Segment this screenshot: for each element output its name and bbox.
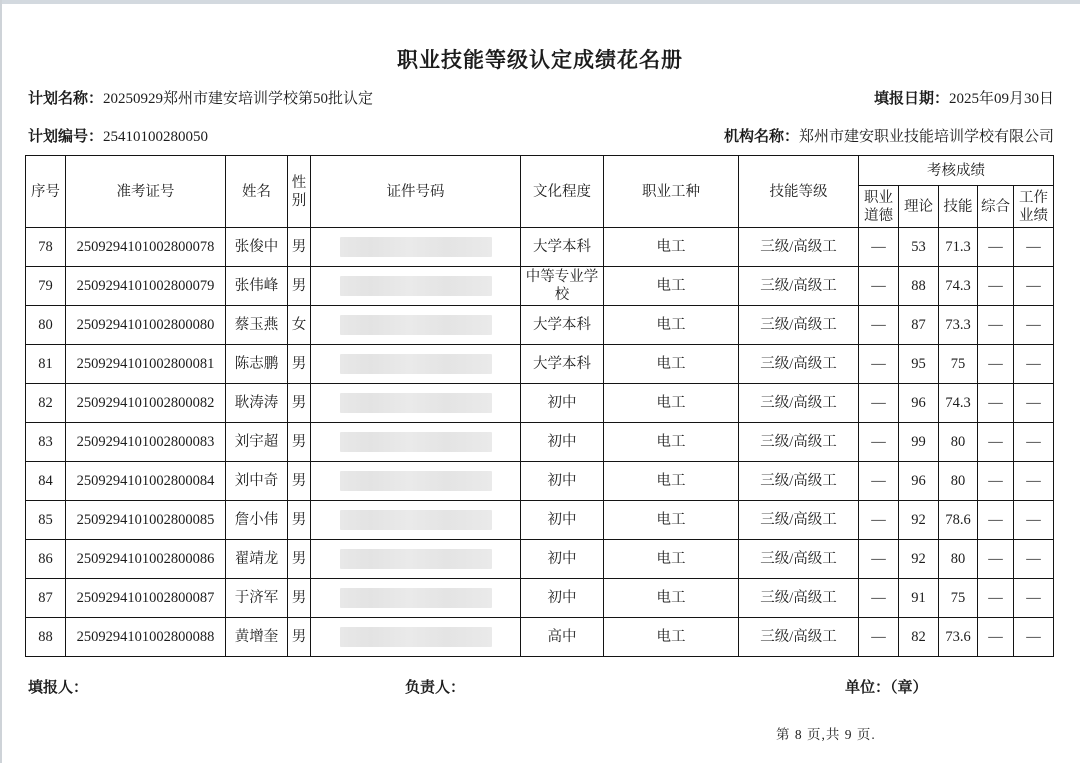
cell-occupation: 电工 xyxy=(604,267,739,306)
cell-work: — xyxy=(1014,462,1054,501)
table-row xyxy=(26,228,1054,267)
cell-work: — xyxy=(1014,579,1054,618)
filler-label: 填报人： xyxy=(28,680,89,696)
cell-gender: 男 xyxy=(288,579,311,618)
header-score-skill: 技能 xyxy=(939,186,978,228)
cell-seq: 87 xyxy=(26,579,66,618)
header-occupation: 职业工种 xyxy=(604,156,739,228)
cell-education: 初中 xyxy=(521,579,604,618)
cell-work: — xyxy=(1014,618,1054,657)
cell-skill: 71.3 xyxy=(939,228,978,267)
cell-morality: — xyxy=(859,345,899,384)
cell-gender: 男 xyxy=(288,423,311,462)
cell-education: 高中 xyxy=(521,618,604,657)
cell-id xyxy=(311,267,521,306)
cell-seq: 82 xyxy=(26,384,66,423)
cell-work: — xyxy=(1014,267,1054,306)
plan-name-label: 计划名称： xyxy=(28,91,104,107)
score-roster-table xyxy=(25,155,1054,657)
cell-ticket: 2509294101002800087 xyxy=(66,579,226,618)
cell-occupation: 电工 xyxy=(604,462,739,501)
cell-level: 三级/高级工 xyxy=(739,423,859,462)
cell-id xyxy=(311,501,521,540)
cell-seq: 79 xyxy=(26,267,66,306)
table-header xyxy=(26,156,1054,228)
cell-comprehensive: — xyxy=(978,423,1014,462)
cell-comprehensive: — xyxy=(978,267,1014,306)
cell-education: 初中 xyxy=(521,501,604,540)
cell-occupation: 电工 xyxy=(604,540,739,579)
cell-education: 初中 xyxy=(521,462,604,501)
cell-level: 三级/高级工 xyxy=(739,228,859,267)
cell-work: — xyxy=(1014,540,1054,579)
cell-seq: 86 xyxy=(26,540,66,579)
cell-theory: 91 xyxy=(899,579,939,618)
cell-theory: 96 xyxy=(899,462,939,501)
cell-education: 中等专业学校 xyxy=(521,267,604,306)
redacted-id-number xyxy=(340,510,492,530)
cell-theory: 99 xyxy=(899,423,939,462)
cell-occupation: 电工 xyxy=(604,501,739,540)
cell-ticket: 2509294101002800084 xyxy=(66,462,226,501)
org-name-label: 机构名称： xyxy=(723,129,799,145)
redacted-id-number xyxy=(340,588,492,608)
cell-morality: — xyxy=(859,579,899,618)
cell-morality: — xyxy=(859,228,899,267)
cell-level: 三级/高级工 xyxy=(739,618,859,657)
cell-comprehensive: — xyxy=(978,540,1014,579)
header-name: 姓名 xyxy=(226,156,288,228)
table-row xyxy=(26,267,1054,306)
cell-morality: — xyxy=(859,384,899,423)
header-gender: 性别 xyxy=(288,156,311,228)
cell-level: 三级/高级工 xyxy=(739,267,859,306)
cell-id xyxy=(311,540,521,579)
cell-id xyxy=(311,306,521,345)
cell-gender: 男 xyxy=(288,384,311,423)
cell-education: 初中 xyxy=(521,384,604,423)
cell-morality: — xyxy=(859,618,899,657)
cell-name: 刘中奇 xyxy=(226,462,288,501)
cell-name: 詹小伟 xyxy=(226,501,288,540)
cell-id xyxy=(311,384,521,423)
cell-gender: 男 xyxy=(288,228,311,267)
table-row xyxy=(26,618,1054,657)
cell-education: 大学本科 xyxy=(521,228,604,267)
cell-name: 蔡玉燕 xyxy=(226,306,288,345)
cell-level: 三级/高级工 xyxy=(739,579,859,618)
cell-skill: 74.3 xyxy=(939,384,978,423)
redacted-id-number xyxy=(340,471,492,491)
header-score-theory: 理论 xyxy=(899,186,939,228)
cell-ticket: 2509294101002800081 xyxy=(66,345,226,384)
cell-education: 大学本科 xyxy=(521,306,604,345)
manager-label: 负责人： xyxy=(405,680,466,696)
cell-name: 于济军 xyxy=(226,579,288,618)
table-row xyxy=(26,579,1054,618)
cell-work: — xyxy=(1014,501,1054,540)
cell-id xyxy=(311,462,521,501)
cell-occupation: 电工 xyxy=(604,618,739,657)
plan-code-line xyxy=(28,125,208,146)
table-row xyxy=(26,423,1054,462)
header-education: 文化程度 xyxy=(521,156,604,228)
cell-theory: 82 xyxy=(899,618,939,657)
org-name-value: 郑州市建安职业技能培训学校有限公司 xyxy=(798,129,1054,145)
cell-level: 三级/高级工 xyxy=(739,345,859,384)
cell-ticket: 2509294101002800088 xyxy=(66,618,226,657)
redacted-id-number xyxy=(340,549,492,569)
cell-gender: 男 xyxy=(288,462,311,501)
viewer-left-edge xyxy=(0,0,2,763)
cell-morality: — xyxy=(859,423,899,462)
cell-id xyxy=(311,618,521,657)
cell-level: 三级/高级工 xyxy=(739,306,859,345)
cell-occupation: 电工 xyxy=(604,384,739,423)
cell-education: 初中 xyxy=(521,540,604,579)
cell-morality: — xyxy=(859,501,899,540)
redacted-id-number xyxy=(340,315,492,335)
cell-level: 三级/高级工 xyxy=(739,501,859,540)
header-score-work: 工作业绩 xyxy=(1014,186,1054,228)
org-name-line xyxy=(724,125,1054,146)
cell-gender: 男 xyxy=(288,501,311,540)
cell-name: 陈志鹏 xyxy=(226,345,288,384)
cell-ticket: 2509294101002800082 xyxy=(66,384,226,423)
cell-skill: 74.3 xyxy=(939,267,978,306)
cell-seq: 88 xyxy=(26,618,66,657)
report-date-value: 2025年09月30日 xyxy=(948,91,1054,107)
cell-gender: 男 xyxy=(288,540,311,579)
cell-id xyxy=(311,345,521,384)
cell-name: 黄增奎 xyxy=(226,618,288,657)
cell-comprehensive: — xyxy=(978,384,1014,423)
header-seq: 序号 xyxy=(26,156,66,228)
table-body xyxy=(26,228,1054,657)
header-score-comprehensive: 综合 xyxy=(978,186,1014,228)
page-number-info: 第 8 页,共 9 页. xyxy=(776,727,876,742)
cell-work: — xyxy=(1014,384,1054,423)
cell-comprehensive: — xyxy=(978,579,1014,618)
cell-skill: 75 xyxy=(939,345,978,384)
cell-seq: 84 xyxy=(26,462,66,501)
table-row xyxy=(26,462,1054,501)
cell-id xyxy=(311,228,521,267)
cell-seq: 78 xyxy=(26,228,66,267)
cell-ticket: 2509294101002800083 xyxy=(66,423,226,462)
cell-work: — xyxy=(1014,345,1054,384)
cell-skill: 80 xyxy=(939,540,978,579)
cell-seq: 81 xyxy=(26,345,66,384)
unit-seal-label: 单位：（章） xyxy=(845,680,928,696)
cell-occupation: 电工 xyxy=(604,579,739,618)
cell-name: 耿涛涛 xyxy=(226,384,288,423)
cell-comprehensive: — xyxy=(978,501,1014,540)
cell-comprehensive: — xyxy=(978,345,1014,384)
cell-morality: — xyxy=(859,540,899,579)
table-row xyxy=(26,306,1054,345)
cell-skill: 75 xyxy=(939,579,978,618)
cell-theory: 95 xyxy=(899,345,939,384)
cell-morality: — xyxy=(859,306,899,345)
cell-seq: 80 xyxy=(26,306,66,345)
cell-level: 三级/高级工 xyxy=(739,540,859,579)
page-title: 职业技能等级认定成绩花名册 xyxy=(397,48,683,72)
cell-theory: 96 xyxy=(899,384,939,423)
cell-name: 刘宇超 xyxy=(226,423,288,462)
cell-work: — xyxy=(1014,228,1054,267)
cell-comprehensive: — xyxy=(978,306,1014,345)
cell-ticket: 2509294101002800080 xyxy=(66,306,226,345)
cell-gender: 男 xyxy=(288,267,311,306)
cell-occupation: 电工 xyxy=(604,345,739,384)
redacted-id-number xyxy=(340,237,492,257)
redacted-id-number xyxy=(340,276,492,296)
table-row xyxy=(26,501,1054,540)
cell-ticket: 2509294101002800079 xyxy=(66,267,226,306)
cell-morality: — xyxy=(859,462,899,501)
cell-education: 初中 xyxy=(521,423,604,462)
cell-name: 张俊中 xyxy=(226,228,288,267)
table-row xyxy=(26,384,1054,423)
cell-theory: 92 xyxy=(899,501,939,540)
report-date-line xyxy=(874,87,1054,108)
cell-id xyxy=(311,579,521,618)
cell-skill: 80 xyxy=(939,423,978,462)
redacted-id-number xyxy=(340,432,492,452)
plan-name-line xyxy=(28,87,373,108)
cell-education: 大学本科 xyxy=(521,345,604,384)
cell-seq: 83 xyxy=(26,423,66,462)
cell-ticket: 2509294101002800078 xyxy=(66,228,226,267)
cell-occupation: 电工 xyxy=(604,306,739,345)
cell-level: 三级/高级工 xyxy=(739,462,859,501)
cell-ticket: 2509294101002800085 xyxy=(66,501,226,540)
cell-theory: 88 xyxy=(899,267,939,306)
cell-comprehensive: — xyxy=(978,228,1014,267)
table-row xyxy=(26,540,1054,579)
cell-name: 张伟峰 xyxy=(226,267,288,306)
cell-ticket: 2509294101002800086 xyxy=(66,540,226,579)
table-row xyxy=(26,345,1054,384)
report-date-label: 填报日期： xyxy=(873,91,949,107)
cell-theory: 53 xyxy=(899,228,939,267)
cell-skill: 73.6 xyxy=(939,618,978,657)
cell-morality: — xyxy=(859,267,899,306)
cell-level: 三级/高级工 xyxy=(739,384,859,423)
header-ticket: 准考证号 xyxy=(66,156,226,228)
plan-code-value: 25410100280050 xyxy=(103,129,209,145)
header-scores-group: 考核成绩 xyxy=(859,156,1054,186)
cell-id xyxy=(311,423,521,462)
plan-code-label: 计划编号： xyxy=(28,129,104,145)
header-id-number: 证件号码 xyxy=(311,156,521,228)
cell-gender: 女 xyxy=(288,306,311,345)
cell-skill: 80 xyxy=(939,462,978,501)
cell-work: — xyxy=(1014,306,1054,345)
cell-gender: 男 xyxy=(288,345,311,384)
cell-work: — xyxy=(1014,423,1054,462)
redacted-id-number xyxy=(340,393,492,413)
cell-comprehensive: — xyxy=(978,462,1014,501)
cell-theory: 87 xyxy=(899,306,939,345)
redacted-id-number xyxy=(340,354,492,374)
cell-comprehensive: — xyxy=(978,618,1014,657)
cell-name: 翟靖龙 xyxy=(226,540,288,579)
cell-skill: 78.6 xyxy=(939,501,978,540)
plan-name-value: 20250929郑州市建安培训学校第50批认定 xyxy=(103,91,374,107)
cell-skill: 73.3 xyxy=(939,306,978,345)
header-skill-level: 技能等级 xyxy=(739,156,859,228)
header-score-morality: 职业道德 xyxy=(859,186,899,228)
viewer-top-edge xyxy=(0,0,1080,4)
cell-theory: 92 xyxy=(899,540,939,579)
cell-occupation: 电工 xyxy=(604,423,739,462)
redacted-id-number xyxy=(340,627,492,647)
cell-gender: 男 xyxy=(288,618,311,657)
cell-seq: 85 xyxy=(26,501,66,540)
cell-occupation: 电工 xyxy=(604,228,739,267)
